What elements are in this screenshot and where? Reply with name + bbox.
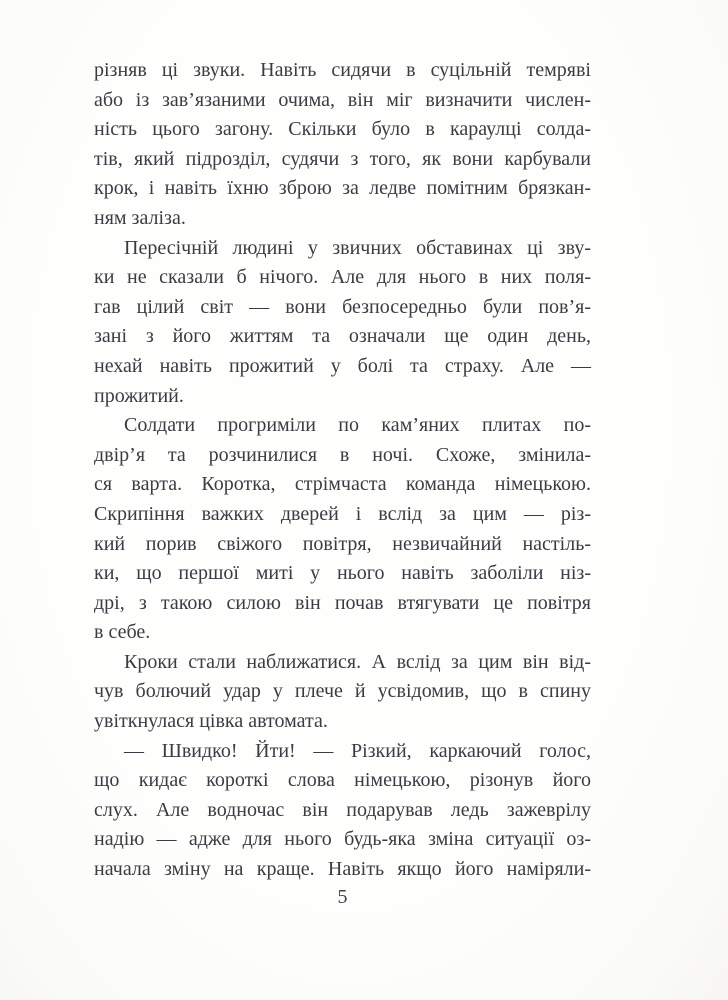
text-line: дрі, з такою силою він почав втягувати це повітря	[94, 591, 591, 614]
page-number: 5	[337, 886, 348, 908]
paragraph	[94, 737, 591, 885]
text-line: двір’я та розчинилися в ночі. Схоже, змінила-	[94, 443, 591, 466]
text-line: в себе.	[94, 621, 151, 644]
text-line: тів, який підрозділ, судячи з того, як вони карбували	[94, 147, 591, 170]
paragraph	[94, 411, 591, 648]
text-line: слух. Але водночас він подарував ледь зажеврілу	[94, 798, 591, 821]
text-line: ням заліза.	[94, 206, 186, 229]
text-line: чув болючий удар у плече й усвідомив, що в спину	[94, 680, 591, 703]
text-line: ся варта. Коротка, стрімчаста команда німецькою.	[94, 473, 591, 496]
text-line: увіткнулася цівка автомата.	[94, 710, 328, 733]
text-line: що кидає короткі слова німецькою, різонув його	[94, 769, 591, 792]
text-line: прожитий.	[94, 384, 184, 407]
text-line: надію — адже для нього будь-яка зміна ситуації оз-	[94, 828, 591, 851]
text-line: ки не сказали б нічого. Але для нього в них поля-	[94, 266, 591, 289]
text-line: або із зав’язаними очима, він міг визначити числен-	[94, 88, 591, 111]
text-line: нехай навіть прожитий у болі та страху. Але —	[94, 354, 591, 377]
text-line: крок, і навіть їхню зброю за ледве помітним брязкан-	[94, 177, 591, 200]
text-line: — Швидко! Йти! — Різкий, каркаючий голос,	[124, 739, 591, 762]
paragraph	[94, 56, 591, 234]
text-line: зані з його життям та означали ще один день,	[94, 325, 591, 348]
text-line: різняв ці звуки. Навіть сидячи в суцільній темряві	[94, 59, 591, 81]
text-line: ки, що першої миті у нього навіть заболіли ніз-	[94, 562, 591, 585]
text-line: начала зміну на краще. Навіть якщо його наміряли-	[94, 858, 591, 881]
text-line: Скрипіння важких дверей і вслід за цим — різ-	[94, 502, 591, 525]
text-line: гав цілий світ — вони безпосередньо були пов’я-	[94, 295, 591, 318]
text-line: ність цього загону. Скільки було в караулці солда-	[94, 118, 591, 141]
paragraph	[94, 234, 591, 412]
page-text-block	[94, 56, 591, 885]
text-line: Кроки стали наближатися. А вслід за цим він від-	[124, 650, 591, 673]
paragraph	[94, 648, 591, 737]
text-line: кий порив свіжого повітря, незвичайний настіль-	[94, 532, 591, 555]
text-line: Солдати прогриміли по кам’яних плитах по-	[124, 414, 591, 437]
text-line: Пересічній людині у звичних обставинах ці зву-	[124, 236, 591, 259]
